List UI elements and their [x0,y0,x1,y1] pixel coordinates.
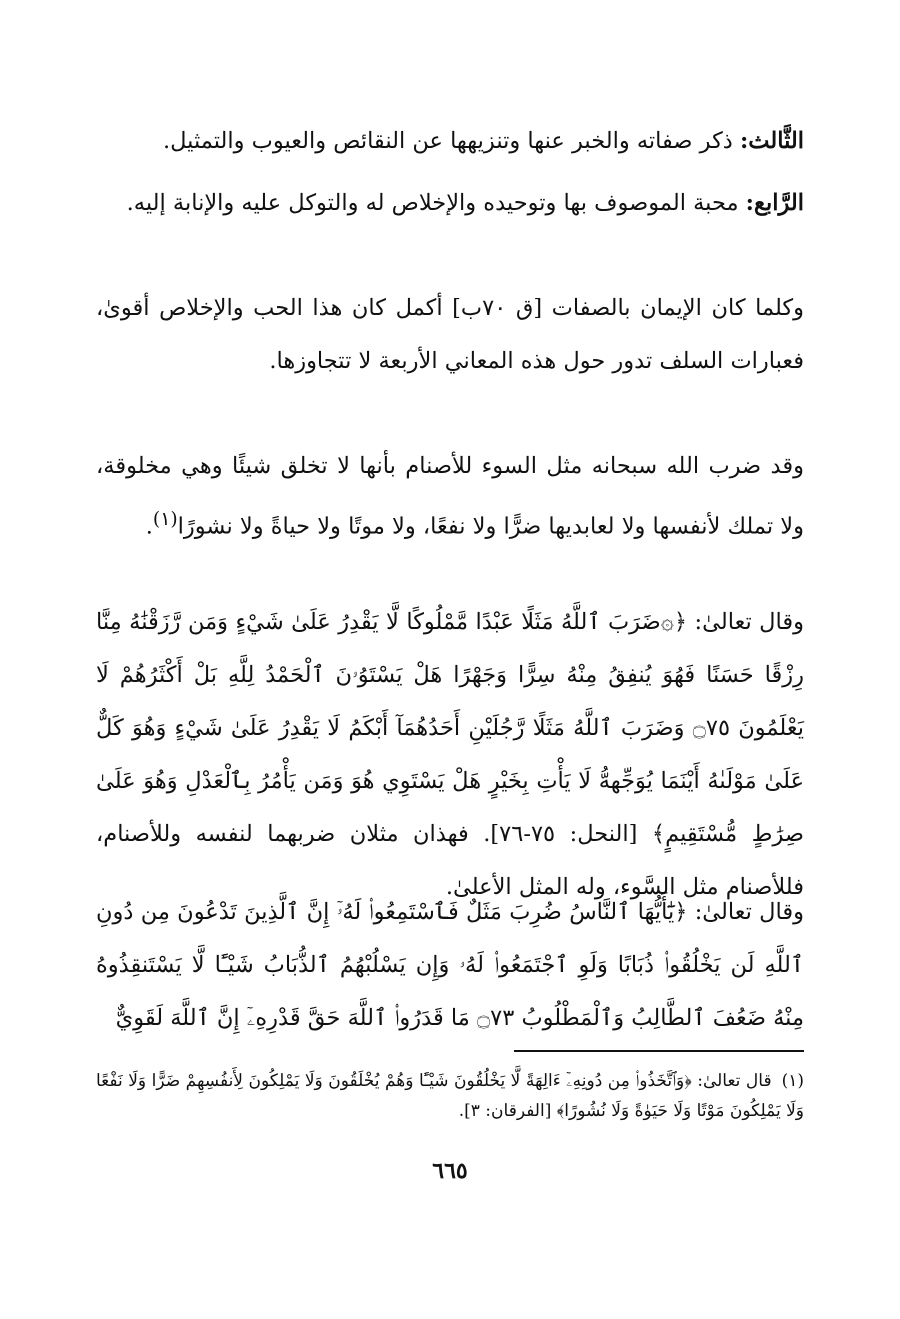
paragraph-text: وقد ضرب الله سبحانه مثل السوء للأصنام بأنها لا تخلق شيئًا وهي مخلوقة، ولا تملك لأنفسها ولا لعابديها ضرًّا ولا نفعًا، ولا موتًا ولا حياةً ولا نشورًا [96,453,804,540]
paragraph-faith-in-attributes [96,282,804,388]
page-number: ٦٦٥ [432,1158,468,1184]
paragraph-term: الثَّالث: [739,128,804,154]
footnote-reference[interactable]: (١) [152,509,178,530]
footnote-marker: (١) [781,1071,804,1091]
book-page [96,0,804,1319]
paragraph-punctuation: . [145,513,153,540]
paragraph-quran-nahl [96,596,804,914]
footnote-separator [514,1050,804,1052]
paragraph-term: الرَّابع: [745,190,804,216]
paragraph-text: وقال تعالىٰ: ﴿يَٰٓأَيُّهَا ٱلنَّاسُ ضُرِبَ مَثَلٌ فَٱسْتَمِعُوا۟ لَهُۥٓ إِنَّ ٱلَّذِينَ تَدْعُونَ مِن دُونِ ٱللَّهِ لَن يَخْلُقُوا۟ ذُبَابًا وَلَوِ ٱجْتَمَعُوا۟ لَهُۥ وَإِن يَسْلُبْهُمُ ٱلذُّبَابُ شَيْـًٔا لَّا يَسْتَنقِذُوهُ مِنْهُ ضَعُفَ ٱلطَّالِبُ وَٱلْمَطْلُوبُ ۝٧٣ مَا قَدَرُوا۟ ٱللَّهَ حَقَّ قَدْرِهِۦٓ إِنَّ ٱللَّهَ لَقَوِيٌّ [96,899,804,1031]
paragraph-third-meaning [96,115,804,168]
paragraph-quran-hajj [96,886,804,1045]
paragraph-text: وقال تعالىٰ: ﴿۞ضَرَبَ ٱللَّهُ مَثَلًا عَبْدًا مَّمْلُوكًا لَّا يَقْدِرُ عَلَىٰ شَيْءٍ وَمَن رَّزَقْنَٰهُ مِنَّا رِزْقًا حَسَنًا فَهُوَ يُنفِقُ مِنْهُ سِرًّا وَجَهْرًا هَلْ يَسْتَوُۥنَ ٱلْحَمْدُ لِلَّهِ بَلْ أَكْثَرُهُمْ لَا يَعْلَمُونَ ۝٧٥ وَضَرَبَ ٱللَّهُ مَثَلًا رَّجُلَيْنِ أَحَدُهُمَآ أَبْكَمُ لَا يَقْدِرُ عَلَىٰ شَيْءٍ وَهُوَ كَلٌّ عَلَىٰ مَوْلَىٰهُ أَيْنَمَا يُوَجِّههُّ لَا يَأْتِ بِخَيْرٍ هَلْ يَسْتَوِي هُوَ وَمَن يَأْمُرُ بِٱلْعَدْلِ وَهُوَ عَلَىٰ صِرَٰطٍ مُّسْتَقِيمٍ﴾ [النحل: ٧٥-٧٦]. فهذان مثلان ضربهما لنفسه وللأصنام، فللأصنام مثل السَّوء، وله المثل الأعلىٰ. [96,609,804,900]
footnote [96,1066,804,1126]
paragraph-fourth-meaning [96,177,804,230]
paragraph-idols-parable [96,440,804,554]
footnote-text: قال تعالىٰ: ﴿وَٱتَّخَذُوا۟ مِن دُونِهِۦٓ ءَالِهَةً لَّا يَخْلُقُونَ شَيْـًٔا وَهُمْ يُخْلَقُونَ وَلَا يَمْلِكُونَ لِأَنفُسِهِمْ ضَرًّا وَلَا نَفْعًا وَلَا يَمْلِكُونَ مَوْتًا وَلَا حَيَوٰةً وَلَا نُشُورًا﴾ [الفرقان: ٣]. [96,1071,804,1121]
paragraph-text: ذكر صفاته والخبر عنها وتنزيهها عن النقائص والعيوب والتمثيل. [162,128,740,154]
paragraph-text: محبة الموصوف بها وتوحيده والإخلاص له والتوكل عليه والإنابة إليه. [126,190,746,216]
paragraph-text: وكلما كان الإيمان بالصفات [ق ٧٠ب] أكمل كان هذا الحب والإخلاص أقوىٰ، فعبارات السلف تدور حول هذه المعاني الأربعة لا تتجاوزها. [96,295,804,374]
